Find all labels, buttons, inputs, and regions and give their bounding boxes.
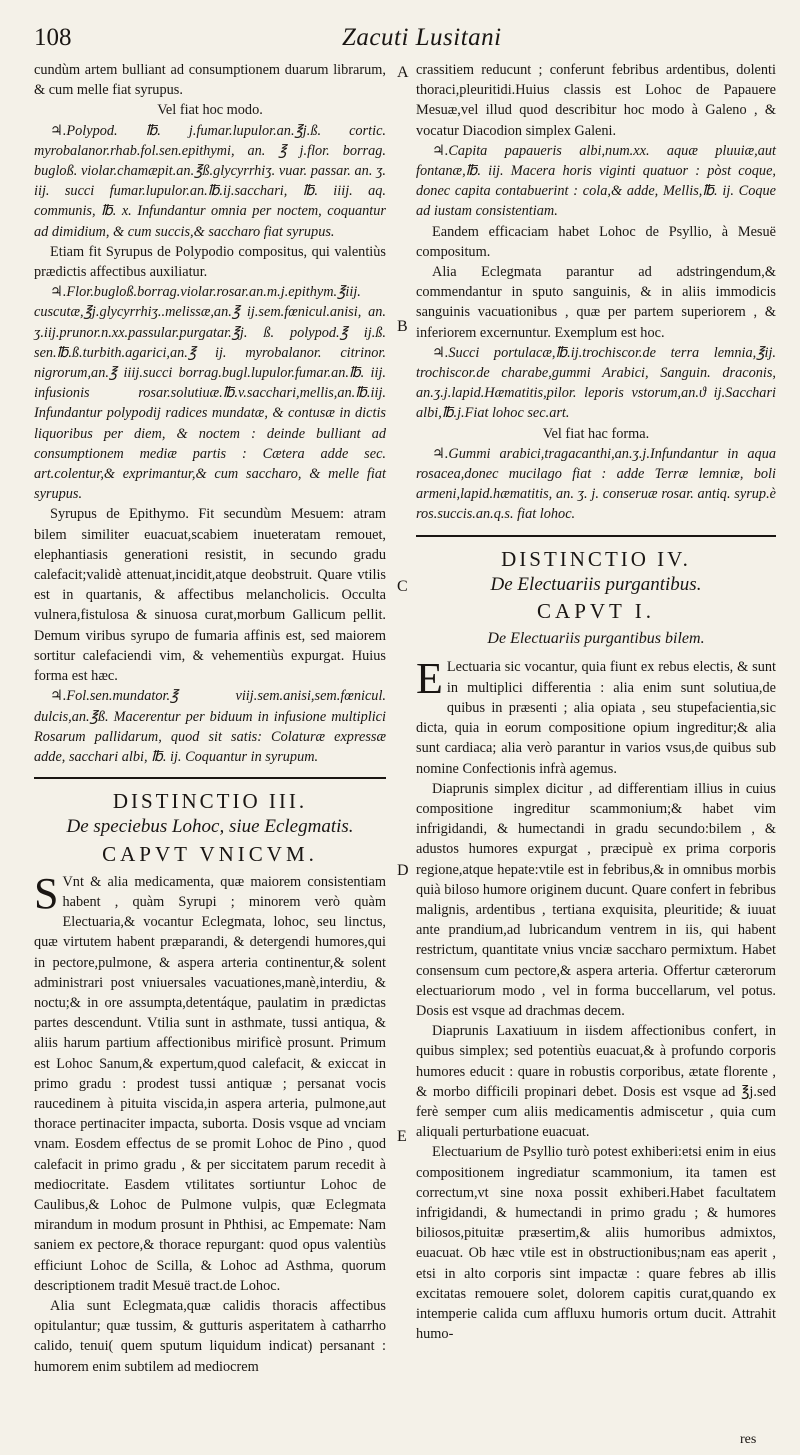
drop-cap: E <box>416 654 443 704</box>
text-paragraph: Etiam fit Syrupus de Polypodio compositus, qui valentiùs prædictis affectibus auxiliatur. <box>34 243 386 281</box>
recipe-paragraph: ♃.Fol.sen.mundator.℥ viij.sem.anisi,sem.fœnicul. dulcis,an.℥ß. Macerentur per biduum in infusione multiplici Rosarum pallidarum, quod sit satis: Colaturæ expressæ adde, sacchari albi, ℔. ij. Coquantur in syrupum. <box>34 688 386 765</box>
text-paragraph: Diaprunis Laxatiuum in iisdem affectionibus confert, in quibus simplex; sed potentiùs euacuat,& à profundo corporis humores educit : quare in robustis corporibus, ætate florente , & morbo difficili propinari debet. Dosis est vsque ad ℥j.sed ferè semper cum aliis medicamentis admiscetur , quia cum aliquali perturbatione euacuat. <box>416 1023 776 1141</box>
body-paragraph <box>34 868 386 1296</box>
text-paragraph: Alia Eclegmata parantur ad adstringendum,& commendantur in sputo sanguinis, & in aliis immodicis sanguinis vacuationibus , quæ per partem superiorem , & inferiorem excernuntur. Exemplum est hoc. <box>416 264 776 341</box>
left-column <box>34 60 386 1377</box>
recipe-paragraph: ♃.Gummi arabici,tragacanthi,an.ʒ.j.Infundantur in aqua rosacea,donec mucilago fiat : adde Terræ lemniæ, boli armeni,lapid.hæmatitis, an. ʒ. j. conseruæ rosar. antiq. syrup.è ros.succis.an.q.s. fiat lohoc. <box>416 445 776 523</box>
text-paragraph: crassitiem reducunt ; conferunt febribus ardentibus, dolenti thoraci,pleuritidi.Huius classis est Lohoc de Papauere Mesuæ,vel illud quod describitur hoc modo à Galeno , & vocatur Diacodion simplex Galeni. <box>416 62 776 139</box>
section-rule <box>34 777 386 779</box>
margin-letter-b: B <box>397 318 408 335</box>
text-paragraph: Alia sunt Eclegmata,quæ calidis thoracis affectibus opitulantur; quæ tussim, & gutturis asperitatem à catharrho calido, tenui( quem sputum liquidum indicat) persanant : humorem enim subtilem ad mediocrem <box>34 1297 386 1375</box>
distinctio-heading: DISTINCTIO III. <box>112 789 308 814</box>
catchword: res <box>740 1432 757 1447</box>
distinctio-subtitle: De speciebus Lohoc, siue Eclegmatis. <box>66 816 354 838</box>
page-header <box>0 10 800 50</box>
text-paragraph: Vel fiat hac forma. <box>542 425 650 442</box>
recipe-paragraph: ♃.Flor.bugloß.borrag.violar.rosar.an.m.j.epithym.℥iij. cuscutæ,℥j.glycyrrhiʒ..melissæ,an.℥ ij.sem.fœnicul.anisi, an. ʒ.iij.prunor.n.xx.passular.purgatar.℥j. ß. polypod.℥ ij.ß. sen.℔.ß.turbith.agarici,an.℥ ij. myrobalanor. citrinor. nigrorum,an.℥ iiij.succi borrag.bugl.lupulor.fumar.an.℔. iij. infusionis rosar.solutiuæ.℔.v.sacchari,mellis,an.℔.iij. Infundantur polypodij radices mundatæ, & contusæ in dictis liquoribus per diem, & noctem : deinde bulliant ad consumptionem mediæ partis : Cætera adde sec. art.colentur,& exprimantur,& cum saccharo, & melle fiat syrupus. <box>34 284 386 503</box>
caput-heading: CAPVT VNICVM. <box>102 841 318 866</box>
body-text: Lectuaria sic vocantur, quia fiunt ex rebus electis, & sunt in multiplici differentia : alia enim sunt solutiua,de quibus in præsenti ; alia opiata , seu stupefacientia,sic dicta, quia in eorum compositione opium ingreditur;& alia sunt cardiaca; alia verò parantur in varios vsus,de quibus sub nomine Confectionis infrà agemus. <box>416 659 776 777</box>
margin-letter-c: C <box>397 578 408 595</box>
body-text: Vnt & alia medicamenta, quæ maiorem consistentiam habent , quàm Syrupi ; minorem verò quàm Electuaria,& vocantur Eclegmata, lohoc, seu linctus, quæ virtutem habent præparandi, & detergendi humores,qui in pectore,pulmone, & aspera arteria continentur,& solent administrari post vniuersales vacuationes,manè,interdiu, & noctu;& in ore assumpta,detentáque, paulatim in prædictas partes descendunt. Vtilia sunt in asthmate, tussi antiqua, & aliis harum partium affectionibus mirificè prosunt. Primum est Lohoc Sanum,& expertum,quod calefacit, & exiccat in primo gradu : prodest tussi antiquæ ; persanat vocis raucedinem à pituita viscida,in aspera arteria, pulmone,aut thorace pertinaciter impacta, suborta. Dosis vsque ad vnciam vnam. Eosdem effectus de se promit Lohoc de Pino , quod calefacit in primo gradu , & per siccitatem parum recedit à mediocritate. Easdem vtilitates sortiuntur Lohoc de Caulibus,& Lohoc de Pulmone vulpis, quæ Eclegmata mirandum in modum prosunt in Phthisi, ac Empemate: Nam saniem ex pectore,& thorace repurgant: quod opus valentiùs efficiunt Lohoc de Scilla, & Lohoc ad Asthma, quorum descriptionem tradit Mesuë tract.de Lohoc. <box>34 873 386 1294</box>
right-column <box>416 60 776 1344</box>
section-rule <box>416 535 776 537</box>
caput-subtitle: De Electuariis purgantibus bilem. <box>487 630 705 648</box>
text-paragraph: Vel fiat hoc modo. <box>157 102 263 119</box>
caput-heading: CAPVT I. <box>537 599 655 624</box>
text-paragraph: cundùm artem bulliant ad consumptionem duarum librarum, & cum melle fiat syrupus. <box>34 62 386 99</box>
margin-letter-a: A <box>397 64 409 81</box>
distinctio-subtitle: De Electuariis purgantibus. <box>490 573 702 595</box>
margin-letter-e: E <box>397 1128 407 1145</box>
text-paragraph: Electuarium de Psyllio turò potest exhiberi:etsi enim in eius compositionem ingrediatur scammonium, ita tamen est correctum,vt sine noxa possit exhiberi.Habet facultatem infrigidandi, & humectandi in primo gradu ; & humores biliosos,pituitæ præsertim,& aliis humoribus admixtos, euacuat. Ob hæc vtile est in obstructionibus;nam eas aperit , etsi in alto corporis sint impactæ : quare febres ab illis excitatas remouere solet, dolorem capitis curat,quando ex intemperie calida cum affluxu humoris ortum ducit. Attrahit humo- <box>416 1144 776 1343</box>
recipe-paragraph: ♃.Succi portulacæ,℔.ij.trochiscor.de terra lemnia,℥ij. trochiscor.de charabe,gummi Arabici, Sanguin. draconis, an.ʒ.j.lapid.Hæmatitis,pilor. leporis vstorum,an.ϑ ij.Sacchari albi,℔.j.Fiat lohoc sec.art. <box>416 344 776 422</box>
drop-cap: S <box>34 868 59 918</box>
margin-letter-d: D <box>397 862 409 879</box>
text-paragraph: Eandem efficaciam habet Lohoc de Psyllio, à Mesuë compositum. <box>416 223 776 260</box>
distinctio-heading: DISTINCTIO IV. <box>501 546 691 571</box>
recipe-paragraph: ♃.Capita papaueris albi,num.xx. aquæ pluuiæ,aut fontanæ,℔. iij. Macera horis viginti quatuor : pòst coque, donec capita contabuerint : cola,& adde, Mellis,℔. ij. Coque ad iustam consistentiam. <box>416 142 776 220</box>
running-head: Zacuti Lusitani <box>342 24 502 51</box>
text-paragraph: Syrupus de Epithymo. Fit secundùm Mesuem: atram bilem similiter euacuat,scabiem inueteratam remouet, elephantiasis generationi resistit, in secundo gradu calefacit;validè attenuat,incidit,atque deobstruit. Quare vtilis est in quartanis, & affectibus melancholicis. Occulta vulnera,fistulosa & sinuosa curat,morbum Gallicum pellit. Demum viribus syrupo de fumaria affinis est, sed maiorem sortitur calefaciendi vim, & vehementiùs expurgat. Huius forma est hæc. <box>34 506 386 685</box>
recipe-paragraph: ♃.Polypod. ℔. j.fumar.lupulor.an.℥j.ß. cortic. myrobalanor.rhab.fol.sen.epithymi, an. ℥ j.flor. borrag. bugloß. violar.chamæpit.an.℥ß.glycyrrhiʒ. vuar. passar. an. ʒ. iij. succi fumar.lupulor.an.℔.ij.sacchari, ℔. iiij. aq. communis, ℔. x. Infundantur omnia per noctem, coquantur ad dimidium, & cum succis,& saccharo fiat syrupus. <box>34 122 386 240</box>
page-number: 108 <box>34 24 72 51</box>
text-paragraph: Diaprunis simplex dicitur , ad differentiam illius in cuius compositione ingreditur scammonium;& habet vim infrigidandi, & humectandi in gradu secundo:bilem , & adustos humores expurgat , præcipuè ex prima corporis regione,atque hepate:vtile est in febribus,& in omnibus morbis quià biloso humore originem ducunt. Quare confert in febribus malignis, ardentibus , tertiana exquisita, pleuritide; & iuuat ante prandium,ad lubricandum ventrem in iis, qui habent restrictum, quantitate vnius vnciæ saccharo permixtum. Habet consensum cum pectore,& aspera arteria. Offertur cæterorum electuariorum modo , vel in forma buccellarum, vel potus. Dosis est vsque ad drachmas decem. <box>416 780 776 1019</box>
body-paragraph <box>416 654 776 778</box>
